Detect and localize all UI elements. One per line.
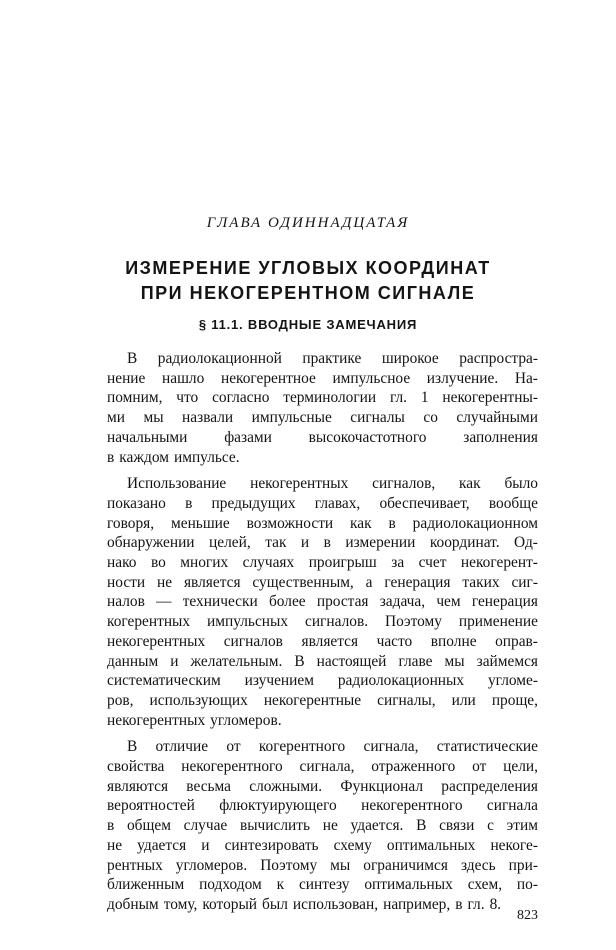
word: и [170, 652, 179, 670]
word: мы [143, 409, 164, 427]
word: оптимальных [364, 876, 453, 894]
word: импульсное [332, 369, 411, 387]
word: широкое [381, 350, 439, 367]
word: проще, [491, 691, 538, 709]
word: случайными [456, 409, 538, 427]
text-line [107, 448, 538, 468]
word: простая [316, 593, 369, 611]
text-line [107, 592, 538, 612]
word: гл. [389, 389, 408, 407]
text-line [107, 895, 538, 915]
word: Использование [127, 475, 227, 493]
word: желательным. [190, 652, 283, 670]
word: координат. [429, 534, 500, 552]
word: здесь [460, 856, 496, 874]
word: вычислить [239, 817, 311, 835]
word: Поэтому [384, 613, 442, 631]
word: по- [516, 876, 538, 894]
word: и [300, 534, 310, 552]
text-line [107, 408, 538, 428]
chapter-title-line: ИЗМЕРЕНИЕ УГЛОВЫХ КООРДИНАТ [125, 258, 491, 278]
word: что [176, 389, 199, 407]
word: сигналов. [304, 613, 369, 631]
word: сигналы [350, 409, 405, 427]
word: каждом [119, 448, 169, 466]
text-line [107, 514, 538, 534]
word: предыдущих [211, 494, 296, 512]
text-line [107, 474, 538, 494]
word: В [294, 652, 305, 670]
word: сложными. [249, 777, 323, 795]
word: во [150, 554, 166, 572]
word: Функционал [340, 777, 424, 795]
word: радиолокационном [412, 514, 538, 532]
word: не [322, 817, 338, 835]
word: данным [107, 652, 159, 670]
word: оптимальных [386, 836, 476, 854]
word: сигнала, [363, 738, 419, 756]
word: был [262, 895, 288, 913]
word: является [183, 573, 241, 591]
word: многих [180, 554, 229, 572]
text-line [107, 428, 538, 448]
text-line [107, 757, 538, 777]
word: к [276, 876, 285, 894]
word: от [226, 738, 241, 756]
word: рентных [107, 856, 163, 874]
paragraph [107, 474, 538, 730]
text-line [107, 369, 538, 389]
word: является [301, 632, 359, 650]
word: мы [330, 856, 351, 874]
word: добным [107, 895, 159, 913]
word: в [107, 448, 115, 466]
word: радиолокационной [157, 350, 282, 367]
word: так [265, 534, 287, 552]
word: угломеров. [175, 856, 248, 874]
text-line [107, 691, 538, 711]
text-line [107, 533, 538, 553]
text-line [107, 652, 538, 672]
word: измерении [345, 534, 416, 552]
word: некогерентны- [442, 389, 538, 407]
word: когерентного [258, 738, 346, 756]
word: генерация [384, 573, 451, 591]
word: оправ- [495, 632, 538, 650]
word: импульсные [251, 409, 332, 427]
word: заполнения [463, 428, 538, 446]
word: изучением [244, 672, 314, 690]
word: ности [107, 573, 146, 591]
word: например, [383, 895, 451, 913]
word: удается [137, 836, 187, 854]
body-text [107, 349, 538, 922]
word: главах, [314, 494, 361, 512]
word: при- [508, 856, 538, 874]
word: когерентных [107, 613, 191, 631]
word: случае [183, 817, 228, 835]
word: некогерентного [361, 797, 463, 815]
text-line [107, 796, 538, 816]
word: говоря, [107, 514, 155, 532]
word: настоящей [316, 652, 387, 670]
word: высокочастотного [308, 428, 427, 446]
word: подходом [199, 876, 262, 894]
word: некогерентные [263, 691, 362, 709]
word: ров, [107, 691, 134, 709]
word: являются [107, 777, 169, 795]
word: В [416, 817, 427, 835]
text-line [107, 816, 538, 836]
word: в [323, 534, 331, 552]
word: свойства [107, 758, 165, 776]
word: тому, [163, 895, 198, 913]
word: сиг- [511, 573, 538, 591]
word: некогерентное [220, 369, 316, 387]
word: случаях [242, 554, 295, 572]
word: со [423, 409, 438, 427]
word: главе [398, 652, 433, 670]
word: радиолокационных [337, 672, 465, 690]
word: а [365, 573, 373, 591]
word: импульсе. [173, 448, 240, 466]
word: систематическим [107, 672, 221, 690]
word: угломеров. [210, 711, 282, 729]
word: схем, [467, 876, 503, 894]
chapter-title [0, 256, 616, 306]
section-title: § 11.1. ВВОДНЫЕ ЗАМЕЧАНИЯ [198, 317, 418, 332]
word: с [487, 817, 494, 835]
text-line [107, 711, 538, 731]
word: нашло [162, 369, 205, 387]
word: в [107, 817, 115, 835]
word: весьма [186, 777, 232, 795]
word: начальными [107, 428, 188, 446]
word: обнаружении [107, 534, 195, 552]
word: некогерентных [107, 632, 206, 650]
word: отличие [155, 738, 209, 756]
word: удается. [350, 817, 404, 835]
word: в [388, 514, 396, 532]
word: практике [302, 350, 362, 367]
text-line [107, 671, 538, 691]
paragraph [107, 737, 538, 914]
text-line [107, 388, 538, 408]
word: как [350, 514, 372, 532]
word: меньшие [171, 514, 230, 532]
word: существенным, [252, 573, 354, 591]
text-line [107, 494, 538, 514]
word: как [459, 475, 481, 493]
word: нение [107, 369, 146, 387]
word: помним, [107, 389, 163, 407]
word: который [202, 895, 258, 913]
word: технически [182, 593, 258, 611]
word: некогерент- [460, 554, 538, 572]
word: синтезировать [224, 836, 319, 854]
word: — [156, 593, 172, 611]
word: схему [333, 836, 372, 854]
word: возможности [246, 514, 334, 532]
text-line [107, 349, 538, 369]
word: вероятностей [107, 797, 195, 815]
text-line [107, 856, 538, 876]
word: от [472, 758, 487, 776]
word: не [107, 836, 123, 854]
word: сигнала [486, 797, 538, 815]
text-line [107, 777, 538, 797]
word: обеспечивает, [379, 494, 470, 512]
word: некогерентных [107, 711, 206, 729]
word: в [185, 494, 193, 512]
text-line [107, 737, 538, 757]
word: общем [126, 817, 171, 835]
word: Од- [514, 534, 538, 552]
word: часто [376, 632, 413, 650]
word: не [157, 573, 173, 591]
word: использован, [292, 895, 379, 913]
word: нако [107, 554, 137, 572]
word: целей, [209, 534, 251, 552]
word: и [201, 836, 210, 854]
word: распределения [441, 777, 538, 795]
word: задача, [379, 593, 426, 611]
word: этим [506, 817, 538, 835]
word: излучение. [426, 369, 499, 387]
word: мы [444, 652, 465, 670]
word: таких [462, 573, 500, 591]
word: счет [418, 554, 447, 572]
word: цели, [503, 758, 538, 776]
word: более [268, 593, 306, 611]
text-line [107, 836, 538, 856]
text-line [107, 553, 538, 573]
word: вообще [488, 494, 538, 512]
word: или [451, 691, 476, 709]
word: терминологии [283, 389, 377, 407]
word: гл. [467, 895, 485, 913]
text-line [107, 875, 538, 895]
word: ми [107, 409, 125, 427]
word: за [391, 554, 405, 572]
word: На- [514, 369, 538, 387]
word: проигрыш [308, 554, 377, 572]
word: связи [439, 817, 475, 835]
word: налов [107, 593, 145, 611]
chapter-label: ГЛАВА ОДИННАДЦАТАЯ [206, 215, 410, 231]
word: генерация [471, 593, 538, 611]
word: фазами [224, 428, 272, 446]
text-line [107, 573, 538, 593]
word: чем [436, 593, 461, 611]
word: 8. [489, 895, 502, 913]
word: некогерентных [250, 475, 349, 493]
word: 1 [420, 389, 429, 407]
word: сигнала, [299, 758, 355, 776]
word: ограничимся [363, 856, 448, 874]
word: В [127, 350, 138, 367]
text-line [107, 632, 538, 652]
word: статистические [436, 738, 538, 756]
word: импульсных [207, 613, 289, 631]
word: сигналы, [377, 691, 436, 709]
text-line [107, 612, 538, 632]
word: ближенным [107, 876, 185, 894]
word: флюктуирующего [219, 797, 337, 815]
paragraph [107, 349, 538, 467]
word: в [455, 895, 463, 913]
word: было [504, 475, 538, 493]
word: вполне [430, 632, 477, 650]
word: распростра- [459, 350, 538, 367]
word: согласно [212, 389, 270, 407]
word: займемся [476, 652, 538, 670]
word: применение [458, 613, 538, 631]
word: некоге- [490, 836, 538, 854]
word: сигналов [223, 632, 283, 650]
word: показано [107, 494, 166, 512]
word: назвали [182, 409, 234, 427]
word: использующих [149, 691, 248, 709]
page-number: 823 [517, 908, 538, 923]
chapter-title-line: ПРИ НЕКОГЕРЕНТНОМ СИГНАЛЕ [140, 283, 476, 303]
word: некогерентного [181, 758, 283, 776]
word: угломе- [487, 672, 538, 690]
word: В [127, 738, 138, 756]
word: Поэтому [260, 856, 318, 874]
word: сигналов, [372, 475, 436, 493]
word: синтезу [298, 876, 350, 894]
word: отраженного [371, 758, 456, 776]
